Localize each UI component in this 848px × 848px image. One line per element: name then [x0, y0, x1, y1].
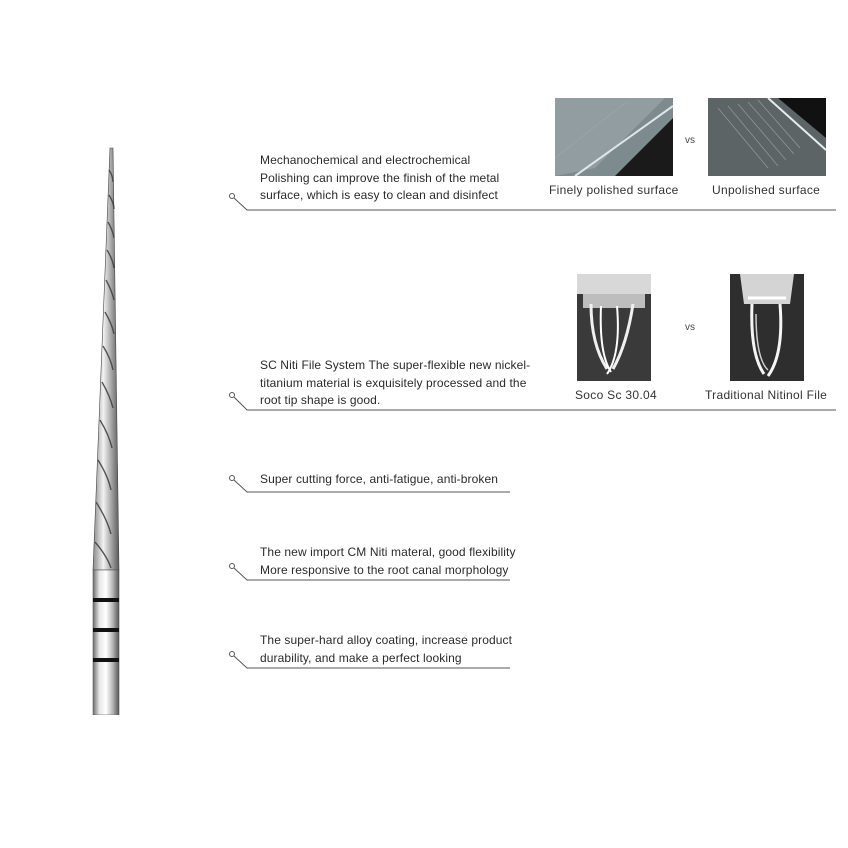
- feature-cm-niti: The new import CM Niti materal, good flexibility More responsive to the root canal morphology: [260, 545, 516, 577]
- feature-cutting-force: Super cutting force, anti-fatigue, anti-broken: [260, 472, 499, 486]
- vs-label-xray: vs: [685, 322, 695, 333]
- caption-traditional: Traditional Nitinol File: [705, 388, 828, 402]
- polished-surface-micrograph: [555, 98, 673, 176]
- feature-polishing: Mechanochemical and electrochemical Polishing can improve the finish of the metal surface, which is easy to clean and disinfect: [260, 153, 500, 202]
- caption-soco: Soco Sc 30.04: [575, 388, 657, 402]
- vs-label-surface: vs: [685, 135, 695, 146]
- caption-unpolished: Unpolished surface: [712, 183, 821, 197]
- xray-soco: [577, 274, 651, 381]
- xray-traditional: [730, 274, 804, 381]
- caption-polished: Finely polished surface: [549, 183, 679, 197]
- feature-alloy-coating: The super-hard alloy coating, increase product durability, and make a perfect looking: [260, 633, 513, 665]
- feature-niti-system: SC Niti File System The super-flexible new nickel- titanium material is exquisitely processed and the root tip shape is good.: [260, 358, 531, 407]
- unpolished-surface-micrograph: [708, 98, 826, 176]
